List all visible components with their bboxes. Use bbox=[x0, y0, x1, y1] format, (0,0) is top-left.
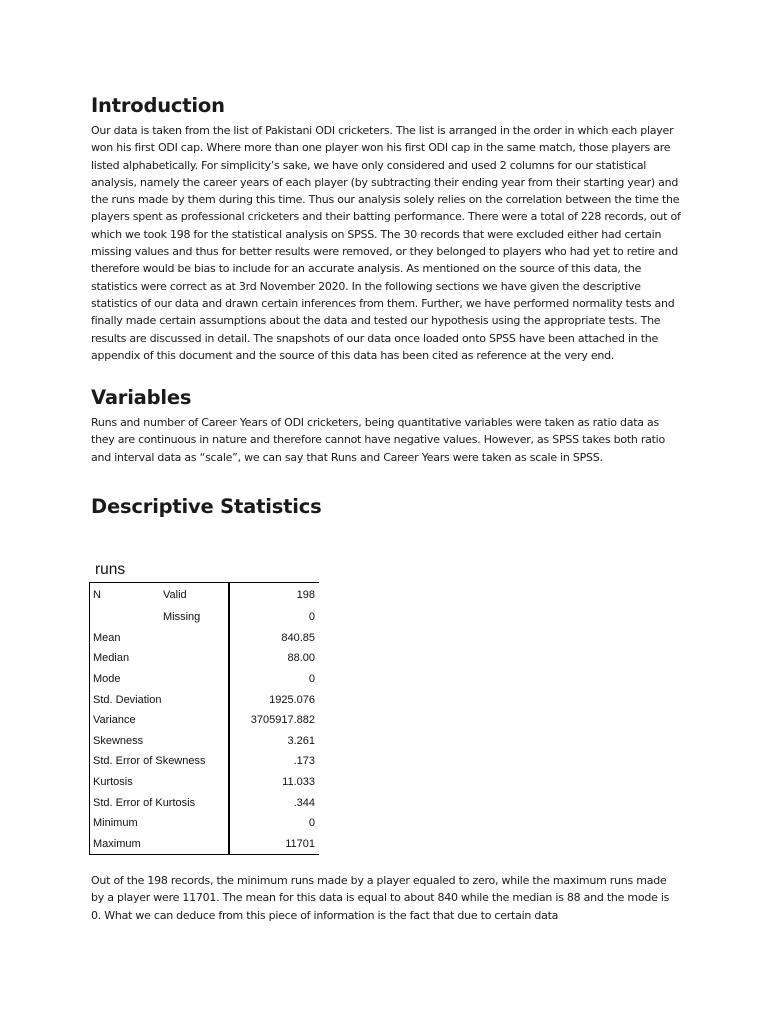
row-label: Variance bbox=[90, 710, 230, 731]
table-row bbox=[90, 731, 320, 752]
row-label: Minimum bbox=[90, 813, 230, 834]
statistics-table-title: runs bbox=[95, 561, 126, 578]
row-value: 1925.076 bbox=[269, 693, 315, 706]
table-row bbox=[90, 607, 320, 628]
row-value: 198 bbox=[296, 589, 315, 601]
row-value: 840.85 bbox=[281, 631, 315, 644]
table-row bbox=[90, 772, 320, 793]
introduction-paragraph: Our data is taken from the list of Pakistani ODI cricketers. The list is arranged in the order in which each player won his first ODI cap. Where more than one player won his first ODI cap in the same match, those players are listed alphabetically. For simplicity’s sake, we have only considered and used 2 columns for our statistical analysis, namely the career years of each player (by subtracting their ending year from their starting year) and the runs made by them during this time. Thus our analysis solely relies on the correlation between the time the players spent as professional cricketers and their batting performance. There were a total of 228 records, out of which we took 198 for the statistical analysis on SPSS. The 30 records that were excluded either had certain missing values and thus for better results were removed, or they belonged to players who had yet to retire and therefore would be bias to include for an accurate analysis. As mentioned on the source of this data, the statistics were correct as at 3rd November 2020. In the following sections we have given the descriptive statistics of our data and drawn certain inferences from them. Further, we have performed normality tests and finally made certain assumptions about the data and tested our hypothesis using the appropriate tests. The results are discussed in detail. The snapshots of our data once loaded onto SPSS have been attached in the appendix of this document and the source of this data has been cited as reference at the very end. bbox=[91, 124, 681, 362]
row-value: 0 bbox=[308, 611, 315, 624]
row-value: 3705917.882 bbox=[250, 714, 315, 727]
table-row bbox=[90, 792, 320, 813]
row-label: Skewness bbox=[90, 731, 230, 752]
row-value: 88.00 bbox=[287, 652, 315, 665]
row-sublabel: Valid bbox=[160, 583, 229, 608]
table-row bbox=[90, 648, 320, 669]
introduction-heading: Introduction bbox=[91, 94, 225, 117]
row-value: .173 bbox=[293, 755, 315, 768]
row-label: Kurtosis bbox=[90, 772, 230, 793]
row-label: Mode bbox=[90, 669, 230, 690]
row-label: Mean bbox=[90, 628, 230, 649]
row-value: 11701 bbox=[285, 837, 315, 850]
table-row bbox=[90, 583, 320, 608]
row-label: Maximum bbox=[90, 834, 230, 855]
table-row bbox=[90, 813, 320, 834]
table-row bbox=[90, 710, 320, 731]
row-label bbox=[90, 607, 161, 628]
table-row bbox=[90, 689, 320, 710]
table-row bbox=[90, 834, 320, 855]
row-label: Std. Error of Skewness bbox=[90, 751, 230, 772]
row-label: Std. Error of Kurtosis bbox=[90, 792, 230, 813]
row-value: 3.261 bbox=[287, 734, 315, 747]
table-row bbox=[90, 751, 320, 772]
summary-paragraph: Out of the 198 records, the minimum runs made by a player equaled to zero, while the maximum runs made by a player were 11701. The mean for this data is equal to about 840 while the median is 88 and the mode is 0. What we can deduce from this piece of information is the fact that due to certain data bbox=[91, 874, 670, 922]
descriptive-statistics-heading: Descriptive Statistics bbox=[91, 495, 322, 518]
table-row bbox=[90, 669, 320, 690]
row-sublabel: Missing bbox=[160, 607, 229, 628]
row-value: 11.033 bbox=[282, 776, 315, 789]
row-label: N bbox=[93, 589, 101, 601]
row-value: 0 bbox=[308, 673, 315, 686]
table-row bbox=[90, 628, 320, 649]
variables-paragraph: Runs and number of Career Years of ODI cricketers, being quantitative variables were taken as ratio data as they are continuous in nature and therefore cannot have negative values. However, as SPSS takes both ratio and interval data as “scale”, we can say that Runs and Career Years were taken as scale in SPSS. bbox=[91, 416, 665, 464]
statistics-table bbox=[89, 582, 319, 855]
row-label: Std. Deviation bbox=[90, 689, 230, 710]
row-label: Median bbox=[90, 648, 230, 669]
variables-heading: Variables bbox=[91, 386, 192, 409]
row-value: .344 bbox=[293, 796, 315, 809]
row-value: 0 bbox=[308, 817, 315, 830]
